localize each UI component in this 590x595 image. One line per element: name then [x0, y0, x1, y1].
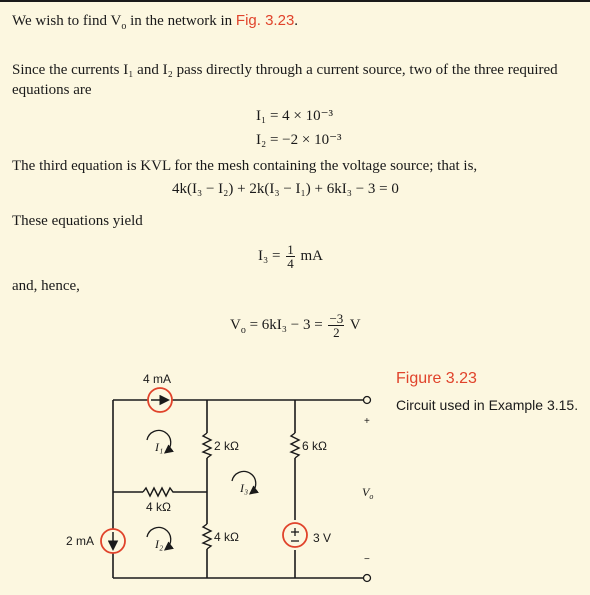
equation-i1: I₁ = 4 × 10⁻³ — [256, 108, 334, 124]
label-6k: 6 kΩ — [302, 439, 327, 453]
label-mesh-i3: I₃ — [240, 481, 249, 495]
eq-vo-lhs: V — [230, 316, 241, 333]
paragraph-2: The third equation is KVL for the mesh containing the voltage source; that is, — [12, 158, 478, 174]
equation-kvl: 4k(I₃ − I₂) + 2k(I₃ − I₁) + 6kI₃ − 3 = 0 — [172, 181, 399, 197]
intro-text-mid: in the network in — [126, 13, 236, 29]
label-mesh-i2: I₂ — [155, 537, 164, 551]
voltage-source-3v-icon — [283, 523, 307, 547]
label-vo: $V_o$ — [362, 485, 374, 501]
eq-vo-mid: = 6kI₃ − 3 = — [245, 316, 327, 333]
terminal-top — [364, 397, 371, 404]
paragraph-4: and, hence, — [12, 278, 80, 294]
label-minus: − — [364, 554, 370, 565]
label-mesh-i1: I₁ — [155, 440, 164, 454]
eq-i3-lhs: I₃ = — [258, 247, 285, 264]
resistor-4k-horizontal-icon — [143, 488, 175, 496]
current-source-2ma-icon — [101, 529, 125, 553]
figure-caption: Circuit used in Example 3.15. — [396, 397, 579, 413]
eq-i3-den: 4 — [287, 256, 294, 271]
resistor-2k-icon — [203, 433, 211, 458]
eq-vo-den: 2 — [333, 325, 340, 340]
current-source-4ma-icon — [148, 388, 172, 412]
label-2k: 2 kΩ — [214, 439, 239, 453]
equation-i2: I₂ = −2 × 10⁻³ — [256, 132, 342, 148]
eq-vo-num: −3 — [329, 311, 344, 326]
terminal-bottom — [364, 575, 371, 582]
label-2ma: 2 mA — [66, 534, 95, 548]
label-4ma: 4 mA — [143, 372, 172, 386]
resistor-4k-vertical-icon — [203, 524, 211, 549]
eq-vo-sub: o — [240, 324, 246, 336]
label-4k-horizontal: 4 kΩ — [146, 500, 171, 514]
label-3v: 3 V — [313, 531, 332, 545]
label-4k-vertical: 4 kΩ — [214, 530, 239, 544]
resistor-6k-icon — [291, 433, 299, 458]
paragraph-3: These equations yield — [12, 213, 143, 229]
label-plus: + — [364, 416, 370, 427]
intro-text-end: . — [294, 13, 299, 29]
eq-vo-unit: V — [346, 316, 361, 333]
intro-text: We wish to find V — [12, 13, 122, 29]
figure-title: Figure 3.23 — [396, 370, 477, 387]
paragraph-1: Since the currents I₁ and I₂ pass directly through a current source, two of the three required equations are — [12, 62, 558, 98]
figure-reference-link[interactable]: Fig. 3.23 — [235, 12, 295, 29]
eq-i3-num: 1 — [287, 242, 294, 257]
eq-i3-unit: mA — [296, 247, 323, 264]
intro-sub: o — [121, 21, 127, 32]
